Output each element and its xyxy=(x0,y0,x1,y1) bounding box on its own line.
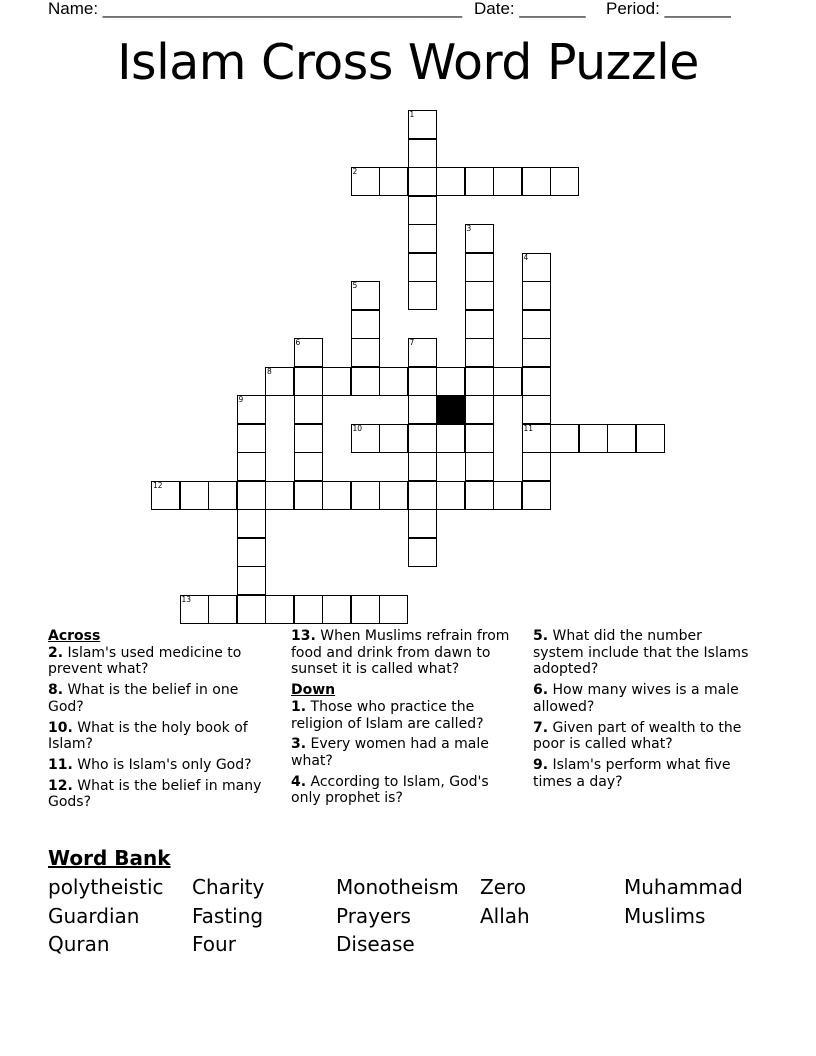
crossword-cell[interactable] xyxy=(465,338,494,367)
crossword-cell[interactable] xyxy=(208,595,237,624)
crossword-cell[interactable] xyxy=(465,167,494,196)
crossword-cell[interactable] xyxy=(265,595,294,624)
word-bank-item: Muslims xyxy=(624,903,706,928)
crossword-cell[interactable] xyxy=(408,509,437,538)
crossword-cell[interactable] xyxy=(408,452,437,481)
crossword-cell[interactable] xyxy=(636,424,665,453)
crossword-cell[interactable] xyxy=(180,595,209,624)
crossword-cell[interactable] xyxy=(237,595,266,624)
crossword-cell[interactable] xyxy=(408,538,437,567)
crossword-cell[interactable] xyxy=(465,367,494,396)
crossword-cell[interactable] xyxy=(379,424,408,453)
crossword-cell[interactable] xyxy=(607,424,636,453)
page-title: Islam Cross Word Puzzle xyxy=(117,34,699,91)
crossword-cell[interactable] xyxy=(522,481,551,510)
crossword-cell[interactable] xyxy=(322,481,351,510)
crossword-cell[interactable] xyxy=(351,338,380,367)
clues-column-2 xyxy=(291,628,511,811)
clue-number: 2 xyxy=(352,167,358,176)
word-bank-item: Disease xyxy=(336,932,415,956)
crossword-cell[interactable] xyxy=(522,167,551,196)
crossword-cell[interactable] xyxy=(351,281,380,310)
clue-number: 5 xyxy=(352,281,358,290)
crossword-cell[interactable] xyxy=(237,395,266,424)
crossword-cell[interactable] xyxy=(294,367,323,396)
clue-down-5: 5. What did the number system include that the Islams adopted? xyxy=(533,628,749,678)
crossword-cell[interactable] xyxy=(180,481,209,510)
crossword-cell[interactable] xyxy=(465,310,494,339)
crossword-cell[interactable] xyxy=(408,338,437,367)
clue-number: 4 xyxy=(523,252,529,262)
crossword-cell[interactable] xyxy=(294,424,323,453)
across-heading: Across xyxy=(48,628,101,644)
crossword-cell[interactable] xyxy=(294,452,323,481)
crossword-cell[interactable] xyxy=(522,424,551,453)
word-bank-item: polytheistic xyxy=(48,875,164,899)
crossword-cell[interactable] xyxy=(322,595,351,624)
crossword-cell[interactable] xyxy=(550,424,579,453)
crossword-cell[interactable] xyxy=(436,481,465,510)
crossword-cell[interactable] xyxy=(408,110,437,139)
clue-number: 9 xyxy=(238,395,244,404)
crossword-cell[interactable] xyxy=(522,452,551,481)
crossword-cell[interactable] xyxy=(465,253,494,282)
word-bank-item: Quran xyxy=(48,932,110,956)
crossword-cell[interactable] xyxy=(493,167,522,196)
period-field-label[interactable]: Period: _______ xyxy=(606,0,731,18)
name-field-label[interactable]: Name: ______________________________________ xyxy=(48,0,463,18)
word-bank-item: Muhammad xyxy=(624,875,743,899)
crossword-cell[interactable] xyxy=(465,395,494,424)
word-bank-item: Guardian xyxy=(48,903,140,928)
word-bank xyxy=(48,873,788,959)
crossword-cell[interactable] xyxy=(408,196,437,225)
crossword-cell[interactable] xyxy=(237,566,266,595)
clue-number: 6 xyxy=(295,338,301,347)
crossword-cell[interactable] xyxy=(294,481,323,510)
clue-across-10: 10. What is the holy book of Islam? xyxy=(48,719,248,753)
clue-number: 11 xyxy=(523,423,534,433)
crossword-cell[interactable] xyxy=(351,367,380,396)
crossword-cell[interactable] xyxy=(579,424,608,453)
crossword-cell[interactable] xyxy=(294,395,323,424)
word-bank-item: Monotheism xyxy=(336,875,459,899)
clue-down-3: 3. Every women had a male what? xyxy=(291,736,489,769)
clue-number: 10 xyxy=(352,423,363,433)
crossword-cell[interactable] xyxy=(408,395,437,424)
word-bank-item: Allah xyxy=(480,903,530,928)
clue-number: 3 xyxy=(466,224,472,233)
crossword-cell[interactable] xyxy=(465,281,494,310)
crossword-cell[interactable] xyxy=(465,224,494,253)
clues-column-3 xyxy=(533,628,753,794)
crossword-cell[interactable] xyxy=(351,310,380,339)
word-bank-item: Four xyxy=(192,932,236,956)
clue-across-12: 12. What is the belief in many Gods? xyxy=(48,777,262,811)
crossword-cell[interactable] xyxy=(522,338,551,367)
crossword-cell[interactable] xyxy=(351,424,380,453)
crossword-cell[interactable] xyxy=(408,481,437,510)
crossword-cell[interactable] xyxy=(151,481,180,510)
crossword-cell[interactable] xyxy=(465,481,494,510)
clue-across-8: 8. What is the belief in one God? xyxy=(48,682,239,715)
clue-number: 1 xyxy=(409,110,415,119)
crossword-cell[interactable] xyxy=(237,424,266,453)
crossword-cell[interactable] xyxy=(379,595,408,624)
crossword-cell[interactable] xyxy=(550,167,579,196)
word-bank-item: Zero xyxy=(480,875,527,899)
word-bank-item: Charity xyxy=(192,875,265,899)
crossword-cell[interactable] xyxy=(265,481,294,510)
crossword-cell[interactable] xyxy=(408,281,437,310)
date-field-label[interactable]: Date: _______ xyxy=(474,0,586,18)
crossword-cell[interactable] xyxy=(493,481,522,510)
crossword-cell[interactable] xyxy=(408,253,437,282)
crossword-cell[interactable] xyxy=(465,424,494,453)
clue-across-13: 13. When Muslims refrain from food and drink from dawn to sunset it is called what? xyxy=(291,628,510,678)
clue-down-6: 6. How many wives is a male allowed? xyxy=(533,682,739,715)
crossword-cell[interactable] xyxy=(351,595,380,624)
crossword-cell[interactable] xyxy=(522,367,551,396)
crossword-cell[interactable] xyxy=(436,424,465,453)
clue-number: 8 xyxy=(267,366,272,376)
clue-across-11: 11. Who is Islam's only God? xyxy=(48,756,252,773)
crossword-cell[interactable] xyxy=(436,167,465,196)
crossword-cell[interactable] xyxy=(522,281,551,310)
crossword-cell[interactable] xyxy=(294,338,323,367)
clue-number: 12 xyxy=(153,480,163,490)
crossword-cell[interactable] xyxy=(493,367,522,396)
crossword-cell[interactable] xyxy=(465,452,494,481)
word-bank-title: Word Bank xyxy=(48,846,171,870)
crossword-cell[interactable] xyxy=(237,452,266,481)
clue-number: 13 xyxy=(181,594,192,604)
clue-down-9: 9. Islam's perform what five times a day? xyxy=(533,756,731,790)
crossword-cell[interactable] xyxy=(522,310,551,339)
down-heading: Down xyxy=(291,682,336,699)
clues-column-1 xyxy=(48,628,268,815)
clue-across-2: 2. Islam's used medicine to prevent what? xyxy=(48,644,242,678)
crossword-cell[interactable] xyxy=(522,253,551,282)
crossword-block xyxy=(436,395,465,424)
clue-down-4: 4. According to Islam, God's only prophet is? xyxy=(291,773,489,807)
clue-number: 7 xyxy=(409,338,415,347)
crossword-cell[interactable] xyxy=(408,139,437,168)
crossword-cell[interactable] xyxy=(379,367,408,396)
crossword-cell[interactable] xyxy=(322,367,351,396)
crossword-cell[interactable] xyxy=(408,167,437,196)
word-bank-item: Prayers xyxy=(336,903,411,928)
crossword-cell[interactable] xyxy=(237,481,266,510)
crossword-cell[interactable] xyxy=(408,424,437,453)
clue-down-1: 1. Those who practice the religion of Islam are called? xyxy=(291,698,484,732)
word-bank-item: Fasting xyxy=(192,903,264,928)
crossword-cell[interactable] xyxy=(237,538,266,567)
crossword-cell[interactable] xyxy=(265,367,294,396)
crossword-cell[interactable] xyxy=(351,481,380,510)
crossword-cell[interactable] xyxy=(408,224,437,253)
crossword-cell[interactable] xyxy=(379,481,408,510)
crossword-cell[interactable] xyxy=(436,367,465,396)
crossword-cell[interactable] xyxy=(408,367,437,396)
crossword-cell[interactable] xyxy=(522,395,551,424)
crossword-cell[interactable] xyxy=(351,167,380,196)
clue-down-7: 7. Given part of wealth to the poor is called what? xyxy=(533,719,742,753)
crossword-cell[interactable] xyxy=(294,595,323,624)
crossword-cell[interactable] xyxy=(379,167,408,196)
crossword-cell[interactable] xyxy=(237,509,266,538)
crossword-cell[interactable] xyxy=(208,481,237,510)
